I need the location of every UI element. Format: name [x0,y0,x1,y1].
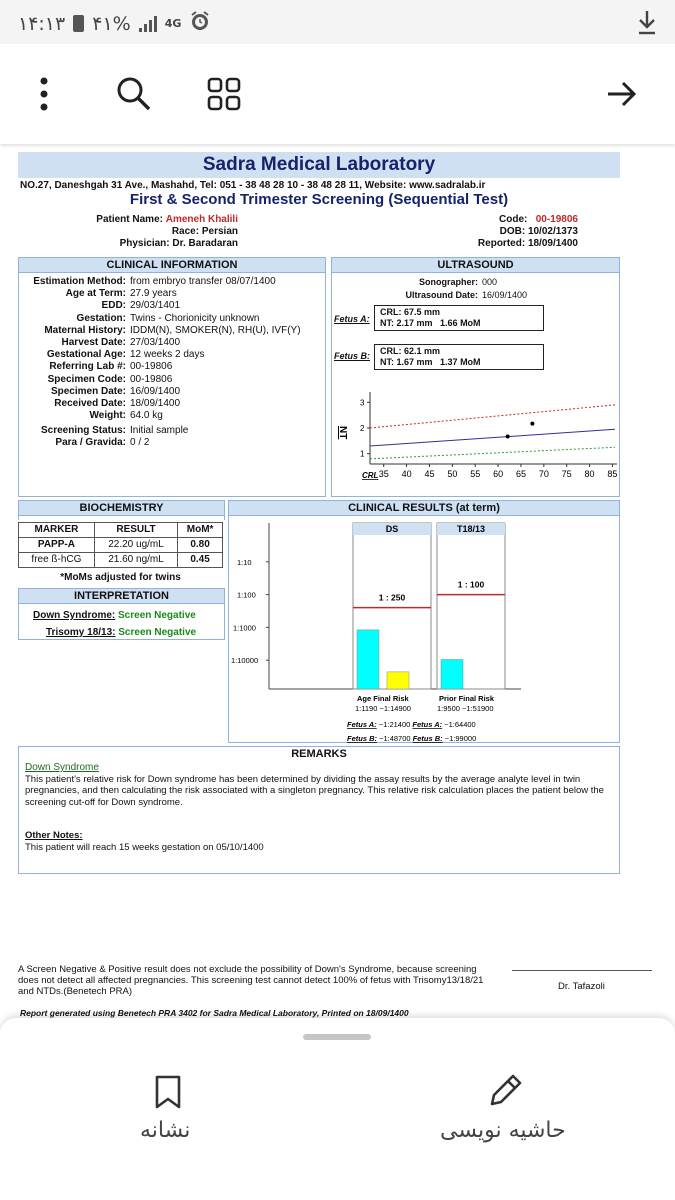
biochemistry-table [18,522,223,568]
code-label: Code: [499,214,528,225]
clock: ۱۴:۱۳ [18,12,66,35]
y-tick-label: 2 [360,424,365,433]
fetus-a-label: Fetus A: [334,314,370,324]
risk-bar [357,630,379,689]
forward-arrow-icon[interactable] [602,74,642,114]
crl-axis-label: CRL [362,471,379,480]
reference-line [370,405,615,428]
x-tick-label: 75 [561,469,572,479]
race: Persian [201,226,238,237]
risk-column-label: T18/13 [456,524,486,534]
t18-label: Trisomy 18/13: [46,627,116,638]
search-icon[interactable] [114,74,154,114]
drag-handle[interactable] [303,1034,371,1040]
bottom-action-bar [0,1018,675,1200]
x-tick-label: 40 [401,469,412,479]
x-tick-label: 55 [470,469,481,479]
interpretation-panel [18,588,225,640]
mom-note: *MoMs adjusted for twins [60,572,181,583]
remarks-ds-text: This patient's relative risk for Down syndrome has been determined by dividing the assay results by the average analyte level in twin pregnancies, and then calculating the risk associated with a singleton pregnancy. This relative risk calculation places the patient below the screening cut-off for Down syndrome. [25,774,604,808]
t18-col-labels: Prior Final Risk [439,694,495,703]
x-tick-label: 50 [447,469,458,479]
fetus-a-crl: CRL: 67.5 mm [380,307,441,317]
ultrasound-title: ULTRASOUND [332,258,619,273]
clinical-information-panel [18,257,326,497]
patient-info [18,214,238,250]
lab-address: NO.27, Daneshgah 31 Ave., Mashahd, Tel: 051 - 38 48 28 10 - 38 48 28 11, Website: www.sadralab.ir [20,180,486,191]
clinical-info-row: Referring Lab #: 00-19806 [49,361,173,373]
clinical-info-row: Weight: 64.0 kg [89,410,163,422]
reference-line [370,429,615,446]
sonographer-label: Sonographer: [418,277,478,287]
alarm-icon [189,10,211,37]
cutoff-label: 1 : 250 [378,592,406,603]
battery-icon [73,15,84,32]
clinical-results-title: CLINICAL RESULTS (at term) [229,501,619,516]
status-bar [0,0,675,44]
ds-col-labels: Age Final Risk [357,694,409,703]
biochemistry-title: BIOCHEMISTRY [19,501,224,516]
fetus-b-mom: 1.37 MoM [440,356,481,367]
clinical-info-row: Maternal History: IDDM(N), SMOKER(N), RH(U), IVF(Y) [44,324,301,336]
col-marker: MARKER [19,523,95,538]
generated-note: Report generated using Benetech PRA 3402 for Sadra Medical Laboratory, Printed on 18/09/1400 [20,1008,409,1018]
clinical-info-row: Received Date: 18/09/1400 [54,397,181,409]
reported-date: 18/09/1400 [527,238,578,249]
remarks-panel [18,746,620,874]
fetus-b-risks: Fetus B: ~1:48700 Fetus B: ~1:99000 [347,734,477,743]
us-date: 16/09/1400 [482,290,528,300]
fetus-a-risks: Fetus A: ~1:21400 Fetus A: ~1:64400 [347,720,476,729]
clinical-results-panel [228,500,620,743]
clinical-info-row: Gestational Age: 12 weeks 2 days [46,349,205,361]
physician: Dr. Baradaran [172,238,238,249]
us-date-label: Ultrasound Date: [405,290,478,300]
patient-codes [388,214,578,250]
ds-col-values: 1:1190 ~1:14900 [355,704,411,713]
pencil-icon[interactable] [486,1070,526,1115]
signal-icon [139,16,157,32]
race-label: Race: [171,226,200,237]
interpretation-title: INTERPRETATION [19,589,224,604]
nt-crl-chart [332,386,621,496]
annotate-label[interactable]: حاشیه نویسی [440,1118,566,1143]
clinical-info-title: CLINICAL INFORMATION [19,258,325,273]
clinical-info-row: Gestation: Twins - Chorionicity unknown [76,312,260,324]
fetus-a-nt: NT: 2.17 mm [380,317,433,328]
risk-y-tick-label: 1:10 [237,557,252,567]
fetus-b-label: Fetus B: [334,351,370,361]
t18-col-values: 1:9500 ~1:51900 [437,704,494,713]
lab-name: Sadra Medical Laboratory [18,152,620,178]
disclaimer: A Screen Negative & Positive result does not exclude the possibility of Down's Syndrome, because screening does not detect all affected pregnancies. This screening test cannot detect 100% of fetus with Trisomy13/18/21 and NTDs.(Benetech PRA) [18,964,484,997]
dob-label: DOB: [499,226,526,237]
remarks-ds-heading: Down Syndrome [25,762,99,773]
code: 00-19806 [535,214,578,225]
fetus-b-box [374,344,544,370]
col-result: RESULT [94,523,177,538]
data-point [530,422,534,426]
dob: 10/02/1373 [527,226,578,237]
physician-label: Physician: [119,238,170,249]
screening-status-row: Screening Status: Initial sample [40,425,189,437]
table-row: free ß-hCG 21.60 ng/mL 0.45 [19,553,223,568]
table-row: PAPP-A 22.20 ug/mL 0.80 [19,538,223,553]
x-tick-label: 35 [378,469,389,479]
other-notes-text: This patient will reach 15 weeks gestation on 05/10/1400 [25,841,264,853]
x-tick-label: 80 [584,469,595,479]
clinical-info-row: Harvest Date: 27/03/1400 [61,336,181,348]
more-options-icon[interactable] [34,74,54,114]
col-mom: MoM* [178,523,223,538]
nt-axis-label: NT [337,426,348,440]
data-point [506,434,510,438]
bookmark-label[interactable]: نشانه [140,1118,191,1143]
x-tick-label: 70 [538,469,549,479]
bookmark-icon[interactable] [153,1074,183,1115]
y-tick-label: 3 [360,398,365,408]
x-tick-label: 85 [607,469,618,479]
report-page [18,150,620,1020]
battery-level: ۴۱% [92,12,131,35]
fetus-b-nt: NT: 1.67 mm [380,356,433,367]
risk-bar [387,672,409,689]
fetus-b-crl: CRL: 62.1 mm [380,346,441,356]
patient-name-label: Patient Name: [96,214,163,225]
ds-label: Down Syndrome: [33,610,116,621]
other-notes-heading: Other Notes: [25,830,83,842]
reported-label: Reported: [477,238,526,249]
reference-line [370,447,615,459]
para-gravida-row: Para / Gravida: 0 / 2 [55,437,150,449]
risk-column-label: DS [385,524,399,534]
risk-y-tick-label: 1:1000 [233,623,256,633]
fetus-a-box [374,305,544,331]
ds-result: Screen Negative [118,610,196,621]
x-tick-label: 60 [493,469,504,479]
x-tick-label: 45 [424,469,435,479]
fetus-a-mom: 1.66 MoM [440,317,481,328]
report-title: First & Second Trimester Screening (Sequential Test) [129,191,509,208]
sonographer: 000 [482,277,498,287]
clinical-info-rows [19,273,325,422]
patient-name: Ameneh Khalili [165,214,238,225]
risk-chart [229,517,621,743]
viewer-toolbar [0,44,675,144]
remarks-title: REMARKS [19,747,619,762]
ultrasound-panel [331,257,620,497]
clinical-info-row: Specimen Code: 00-19806 [47,373,173,385]
clinical-info-row: Estimation Method: from embryo transfer 08/07/1400 [33,276,276,287]
risk-y-tick-label: 1:100 [237,590,256,600]
x-tick-label: 65 [515,469,526,479]
biochemistry-panel [18,500,225,520]
cutoff-label: 1 : 100 [457,579,485,590]
signature: Dr. Tafazoli [558,981,605,992]
clinical-info-row: EDD: 29/03/1401 [101,300,181,312]
t18-result: Screen Negative [118,627,197,638]
clinical-info-row: Specimen Date: 16/09/1400 [50,385,181,397]
y-tick-label: 1 [360,449,365,459]
download-icon[interactable] [635,8,659,42]
network-type: 4G [164,17,182,30]
signature-line [512,970,652,971]
clinical-info-row: Age at Term: 27.9 years [65,288,177,300]
risk-bar [441,659,463,689]
grid-view-icon[interactable] [204,74,244,114]
risk-y-tick-label: 1:10000 [231,656,259,666]
